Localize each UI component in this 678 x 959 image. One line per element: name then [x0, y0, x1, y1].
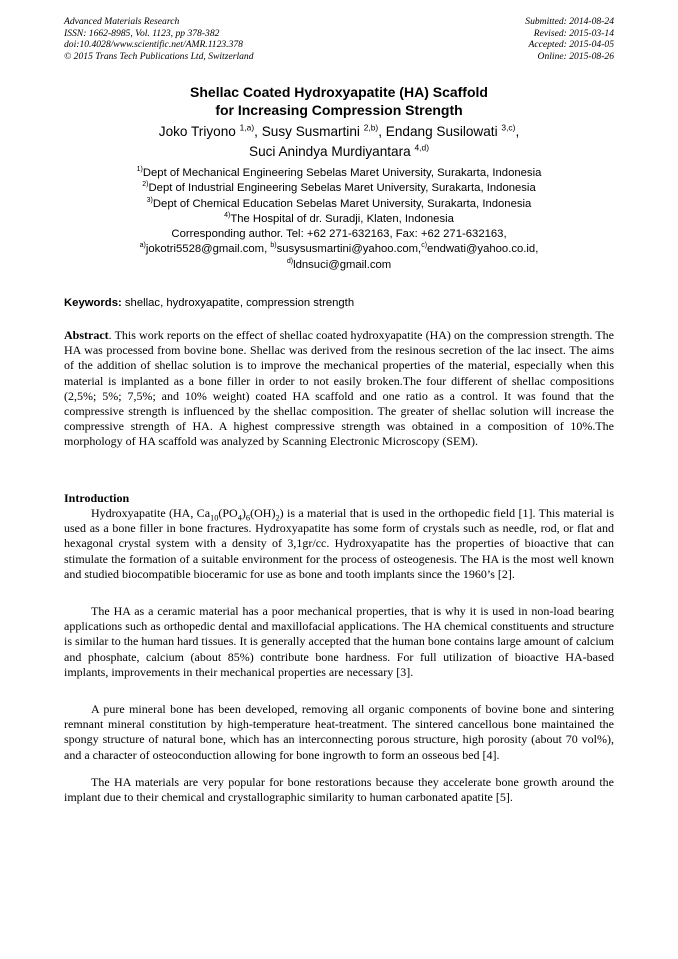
affiliation-3: [0, 197, 678, 212]
subscript: 6: [245, 513, 251, 523]
email-address: jokotri5528@gmail.com,: [145, 243, 271, 256]
revised-date: Revised: 2015-03-14: [533, 27, 614, 39]
affiliation-mark: 4): [224, 212, 231, 220]
doi-line: doi:10.4028/www.scientific.net/AMR.1123.378: [64, 39, 243, 51]
affiliation-2: [0, 181, 678, 196]
intro-paragraph-1: [64, 506, 614, 582]
email-line-1: [0, 242, 678, 257]
email-line-2: [0, 258, 678, 273]
affiliation-mark: 3): [146, 196, 153, 204]
author-name: Suci Anindya Murdiyantara: [249, 144, 415, 159]
author-affil-mark: 4,d): [414, 142, 429, 153]
author-affil-mark: 3,c): [501, 122, 516, 133]
text-run: (PO: [218, 506, 238, 520]
author-line-2: [0, 142, 678, 162]
email-mark: a): [139, 242, 146, 250]
affiliation-mark: 1): [136, 166, 143, 174]
title-line-1: Shellac Coated Hydroxyapatite (HA) Scaffold: [190, 84, 488, 100]
author-name: , Endang Susilowati: [378, 124, 502, 139]
intro-paragraph-4: The HA materials are very popular for bone restorations because they accelerate bone growth around the implant due to their chemical and crystallographic similarity to human carbonated apatite [5].: [64, 775, 614, 805]
paper-title: [0, 83, 678, 119]
email-address: susysusmartini@yahoo.com,: [276, 243, 422, 256]
subscript: 2: [275, 513, 280, 523]
online-date: Online: 2015-08-26: [537, 50, 614, 62]
corresponding-author: Corresponding author. Tel: +62 271-632163, Fax: +62 271-632163,: [171, 228, 507, 241]
author-name: Joko Triyono: [158, 124, 240, 139]
keywords-text: shellac, hydroxyapatite, compression strength: [121, 297, 355, 309]
keywords-label: Keywords:: [64, 297, 122, 309]
affiliation-text: The Hospital of dr. Suradji, Klaten, Indonesia: [230, 212, 454, 225]
issn-line: ISSN: 1662-8985, Vol. 1123, pp 378-382: [64, 27, 220, 39]
submitted-date: Submitted: 2014-08-24: [525, 16, 614, 27]
affiliation-text: Dept of Mechanical Engineering Sebelas Maret University, Surakarta, Indonesia: [142, 167, 542, 179]
author-affil-mark: 2,b): [363, 122, 379, 133]
author-name: , Susy Susmartini: [254, 124, 364, 139]
subscript: 10: [210, 513, 219, 523]
affiliation-1: [0, 166, 678, 181]
submission-dates: [525, 16, 614, 62]
email-address: ldnsuci@gmail.com: [293, 258, 392, 271]
title-line-2: for Increasing Compression Strength: [215, 102, 463, 118]
text-run: ): [241, 506, 246, 520]
author-affil-mark: 1,a): [239, 122, 255, 133]
author-list: [0, 122, 678, 162]
intro-paragraph-2: The HA as a ceramic material has a poor mechanical properties, that is why it is used in non-load bearing applications such as orthopedic dental and maxillofacial applications. The HA chemical constituents and structure is similar to the human hard tissues. It is generally accepted that the human bone contains large amount of calcium and phosphate, calcium (about 85%) contribute bone hardness. For full utilization of bioactive HA-based implants, improvements in their mechanical properties are necessary [3].: [64, 604, 614, 679]
copyright-line: © 2015 Trans Tech Publications Ltd, Switzerland: [64, 50, 254, 62]
text-run: (OH): [250, 506, 276, 520]
affiliation-text: Dept of Industrial Engineering Sebelas Maret University, Surakarta, Indonesia: [148, 182, 536, 195]
affiliation-4: [0, 212, 678, 227]
abstract-label: Abstract: [64, 328, 109, 342]
text-run: Hydroxyapatite (HA, Ca: [91, 506, 211, 520]
author-line-1: [0, 122, 678, 142]
intro-paragraph-3: A pure mineral bone has been developed, removing all organic components of bovine bone and sintering remnant mineral constitution by high-temperature heat-treatment. The sintered cancellous bone maintained the spongy structure of natural bone, which has an interconnecting porous structure, high porosity (about 70 vol%), and a character of osteoconduction allowing for bone ingrowth to form an osseous bed [4].: [64, 702, 614, 762]
email-address: endwati@yahoo.co.id,: [427, 243, 539, 256]
abstract: [64, 328, 614, 450]
keywords: [64, 296, 614, 311]
subscript: 4: [237, 513, 242, 523]
affiliations: [0, 166, 678, 273]
text-run: ) is a material that is used in the orthopedic field [1]. This material is used as a bone filler in bone fractures. Hydroxyapatite has some form of crystals such as needle, rod, or flat and hexagonal crystal system with a density of 3,1gr/cc. Hydroxyapatite has the properties of bioactive that can stimulate the formation of a suitable environment for the process of osteogenesis. The HA is the most well known and studied biocompatible bioceramic for use as bone and tooth implants since the 1960’s [2].: [64, 506, 614, 581]
journal-info: [64, 16, 254, 62]
affiliation-mark: 2): [142, 181, 149, 189]
journal-name: Advanced Materials Research: [64, 16, 180, 27]
affiliation-text: Dept of Chemical Education Sebelas Maret University, Surakarta, Indonesia: [152, 197, 532, 210]
email-mark: b): [270, 242, 277, 250]
section-heading-introduction: Introduction: [64, 491, 130, 505]
email-mark: c): [421, 242, 428, 250]
email-mark: d): [286, 258, 294, 266]
abstract-text: . This work reports on the effect of shellac coated hydroxyapatite (HA) on the compression strength. The HA was processed from bovine bone. Shellac was derived from the resinous secretion of the lac insect. The aims of the addition of shellac solution is to improve the mechanical properties of the material, especially when this material is implanted as a bone filler in order to not easily broken.The four different of shellac compositions (2,5%; 5%; 7,5%; and 10% weight) coated HA scaffold and one ratio as a control. It was found that the compressive strength is influenced by the shellac composition. The greater of shellac solution will increase the compressive strength of HA. A highest compressive strength was obtained in a composition of 10%.The morphology of HA scaffold was analyzed by Scanning Electronic Microscopy (SEM).: [64, 328, 614, 449]
accepted-date: Accepted: 2015-04-05: [528, 39, 614, 51]
author-separator: ,: [515, 124, 520, 139]
